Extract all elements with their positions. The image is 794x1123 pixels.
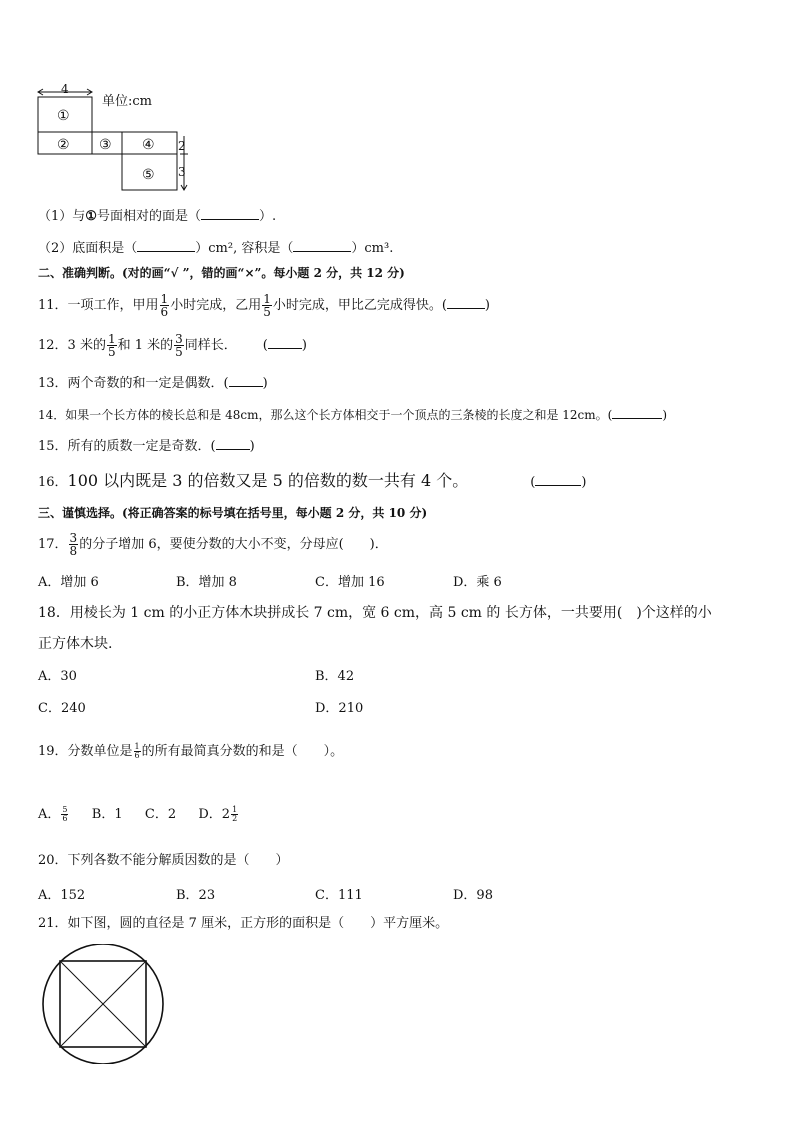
q17-option-a[interactable]: A．增加 6 <box>38 575 99 590</box>
answer-blank[interactable] <box>201 207 259 220</box>
q19-option-c[interactable]: C．2 <box>144 807 177 822</box>
question-16: 16．100 以内既是 3 的倍数又是 5 的倍数的数一共有 4 个。 ( ) <box>38 471 587 490</box>
circle-square-figure <box>40 944 170 1064</box>
net-face-2: ② <box>57 137 70 153</box>
sub-question-2: （2）底面积是（ ）cm², 容积是（ ）cm³. <box>38 241 394 256</box>
q19-option-a[interactable]: A． $\frac{5}{6}$ <box>38 805 68 823</box>
answer-blank[interactable] <box>612 406 662 419</box>
answer-blank[interactable] <box>216 437 250 450</box>
answer-blank[interactable] <box>268 336 302 349</box>
q18-option-a[interactable]: A．30 <box>38 669 77 684</box>
question-11: 11．一项工作，甲用 $\frac{1}{6}$ 小时完成，乙用 $\frac{1}{5}$ 小时完成，甲比乙完成得快。( ) <box>38 292 490 319</box>
section-3-heading: 三、谨慎选择。(将正确答案的标号填在括号里，每小题 2 分，共 10 分) <box>38 506 428 520</box>
sub-question-1: （1）与①号面相对的面是（ ）. <box>38 209 277 224</box>
question-17: 17． $\frac{3}{8}$ 的分子增加 6，要使分数的大小不变，分母应( )． <box>38 531 388 558</box>
answer-blank[interactable] <box>137 239 195 252</box>
net-dim-right-top: 2 <box>178 139 186 153</box>
question-18-line-1: 18．用棱长为 1 cm 的小正方体木块拼成长 7 cm，宽 6 cm，高 5 cm 的 长方体，一共要用( )个这样的小 <box>38 605 712 621</box>
question-19-options <box>38 802 239 828</box>
question-21: 21．如下图，圆的直径是 7 厘米，正方形的面积是（ ）平方厘米。 <box>38 916 449 931</box>
question-15: 15．所有的质数一定是奇数．( ) <box>38 439 255 454</box>
question-19: 19．分数单位是 $\frac{1}{6}$ 的所有最简真分数的和是（ ）。 <box>38 742 344 760</box>
answer-blank[interactable] <box>535 473 581 486</box>
q20-option-c[interactable]: C．111 <box>315 888 363 903</box>
net-face-1: ① <box>57 108 70 124</box>
q18-option-d[interactable]: D．210 <box>315 701 364 716</box>
net-dim-top: 4 <box>61 84 69 96</box>
q18-option-b[interactable]: B．42 <box>315 669 355 684</box>
net-face-4: ④ <box>142 137 155 153</box>
q19-option-d[interactable]: D．2 $\frac{1}{2}$ <box>198 805 238 823</box>
q19-option-b[interactable]: B．1 <box>91 807 123 822</box>
answer-blank[interactable] <box>229 374 263 387</box>
q17-option-b[interactable]: B．增加 8 <box>176 575 237 590</box>
answer-blank[interactable] <box>447 296 485 309</box>
question-18-line-2: 正方体木块. <box>38 636 113 652</box>
q18-option-c[interactable]: C．240 <box>38 701 86 716</box>
net-face-3: ③ <box>99 137 112 153</box>
q20-option-d[interactable]: D．98 <box>453 888 493 903</box>
section-2-heading: 二、准确判断。(对的画“√ ”，错的画“×”。每小题 2 分，共 12 分) <box>38 266 405 280</box>
question-20: 20．下列各数不能分解质因数的是（ ） <box>38 853 289 868</box>
q20-option-b[interactable]: B．23 <box>176 888 216 903</box>
unit-label: 单位:cm <box>102 94 152 109</box>
question-14: 14．如果一个长方体的棱长总和是 48cm，那么这个长方体相交于一个顶点的三条棱的长度之和是 12cm。( ) <box>38 408 668 422</box>
q17-option-d[interactable]: D．乘 6 <box>453 575 502 590</box>
net-dim-right-bottom: 3 <box>178 165 186 179</box>
answer-blank[interactable] <box>293 239 351 252</box>
question-13: 13．两个奇数的和一定是偶数．( ) <box>38 376 268 391</box>
question-12: 12．3 米的 $\frac{1}{5}$ 和 1 米的 $\frac{3}{5}$ 同样长． ( ) <box>38 332 307 359</box>
q20-option-a[interactable]: A．152 <box>38 888 86 903</box>
q17-option-c[interactable]: C．增加 16 <box>315 575 385 590</box>
net-face-5: ⑤ <box>142 167 155 183</box>
